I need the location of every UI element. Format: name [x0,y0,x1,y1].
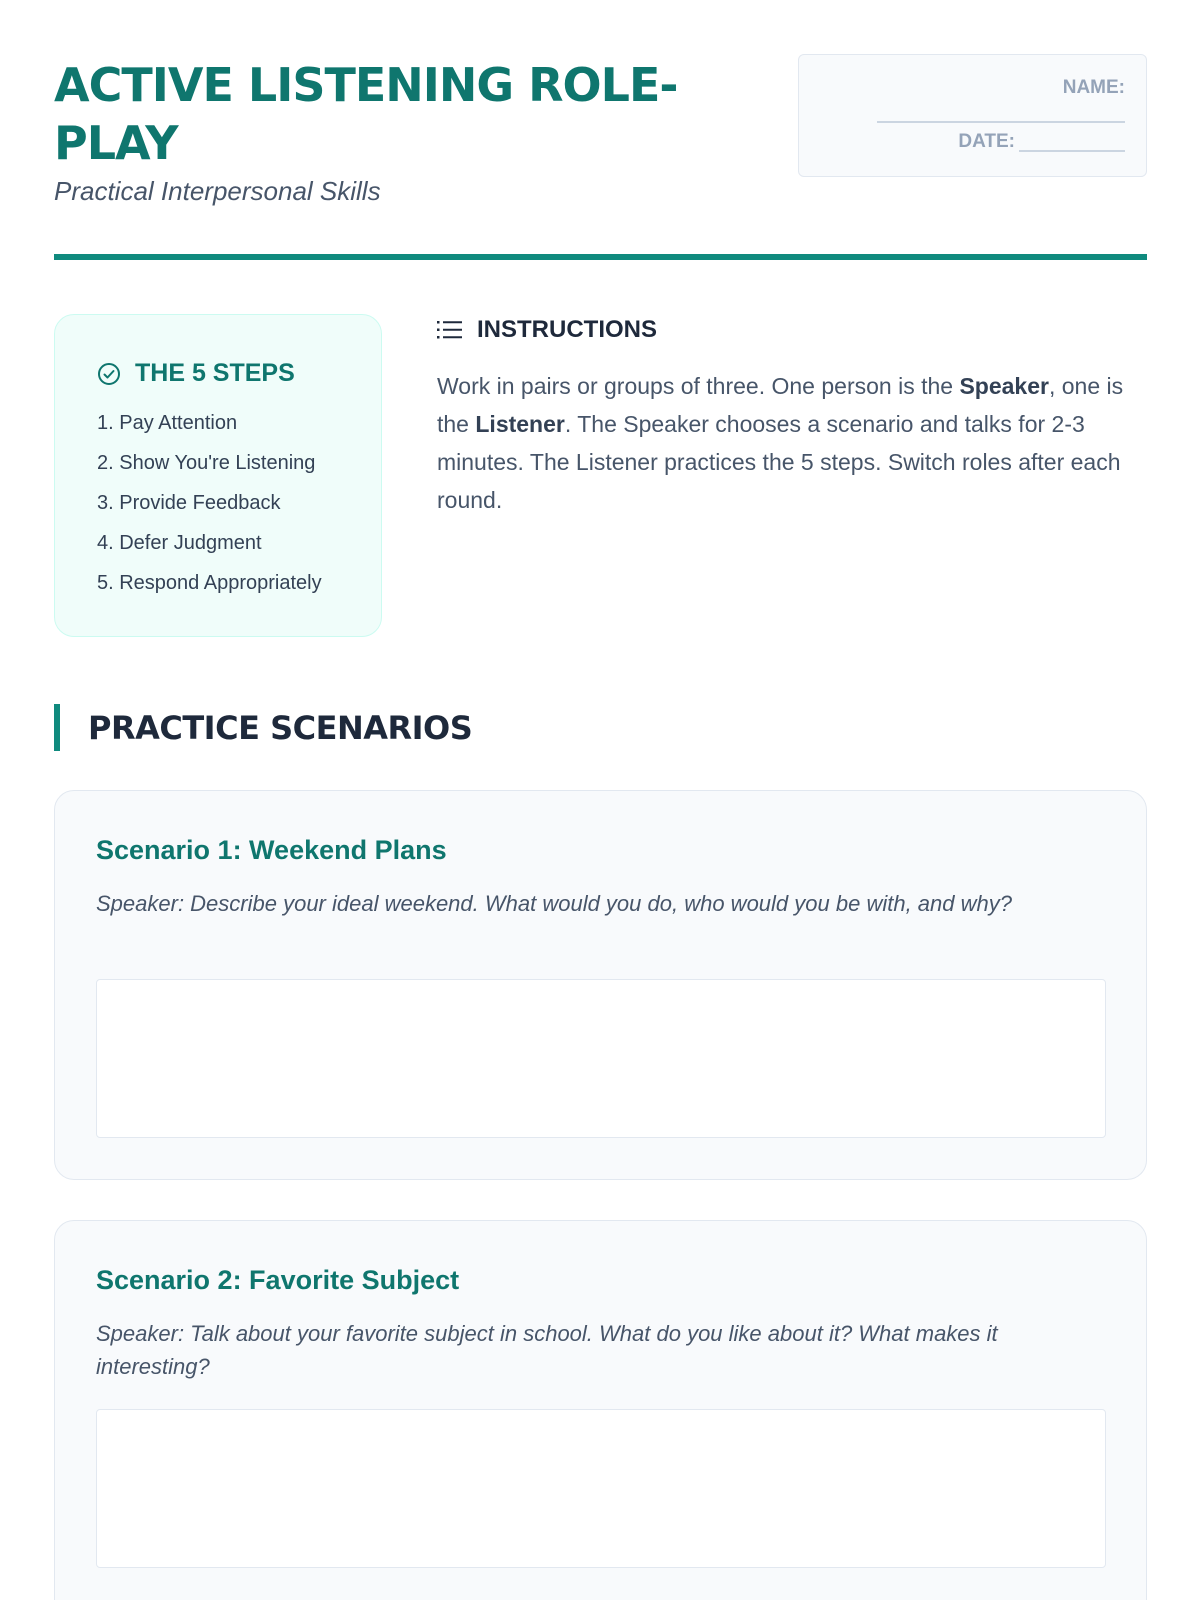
check-circle-icon [97,362,121,386]
instructions-text: Work in pairs or groups of three. One person is the Speaker, one is the Listener. The Speaker chooses a scenario and talks for 2-3 minutes. The Listener practices the 5 steps. Switch roles after each round. [437,373,1124,513]
date-label: DATE: [958,131,1015,152]
scenario-card [54,790,1147,1180]
page-subtitle: Practical Interpersonal Skills [54,176,381,206]
section-accent-bar [54,704,60,751]
instructions-title: INSTRUCTIONS [477,316,657,343]
scenario-prompt: Speaker: Describe your ideal weekend. What would you do, who would you be with, and why? [96,891,1012,916]
scenario-card [54,1220,1147,1600]
name-date-box [798,54,1147,177]
speaker-role: Speaker [959,373,1049,399]
steps-heading [97,359,295,388]
listener-role: Listener [475,411,565,437]
step-item: 4. Defer Judgment [97,532,262,554]
steps-title: THE 5 STEPS [135,359,295,387]
scenario-title: Scenario 2: Favorite Subject [96,1265,460,1295]
answer-box[interactable] [96,1409,1106,1568]
page-title: ACTIVE LISTENING ROLE-PLAY [54,58,678,170]
step-item: 5. Respond Appropriately [97,572,322,594]
header-divider [54,254,1147,260]
steps-list [97,409,322,609]
scenario-prompt: Speaker: Talk about your favorite subject in school. What do you like about it? What makes it interesting? [96,1321,998,1379]
list-icon [437,319,463,341]
step-item: 1. Pay Attention [97,412,238,434]
date-field[interactable] [1019,150,1125,152]
answer-box[interactable] [96,979,1106,1138]
section-heading [54,704,472,751]
name-label: NAME: [1062,77,1125,98]
steps-panel [54,314,382,637]
name-field[interactable] [877,121,1125,123]
instructions-heading [437,316,657,344]
section-title: PRACTICE SCENARIOS [88,708,473,747]
worksheet-header [54,54,1147,260]
step-item: 2. Show You're Listening [97,452,316,474]
scenario-title: Scenario 1: Weekend Plans [96,835,447,865]
step-item: 3. Provide Feedback [97,492,281,514]
